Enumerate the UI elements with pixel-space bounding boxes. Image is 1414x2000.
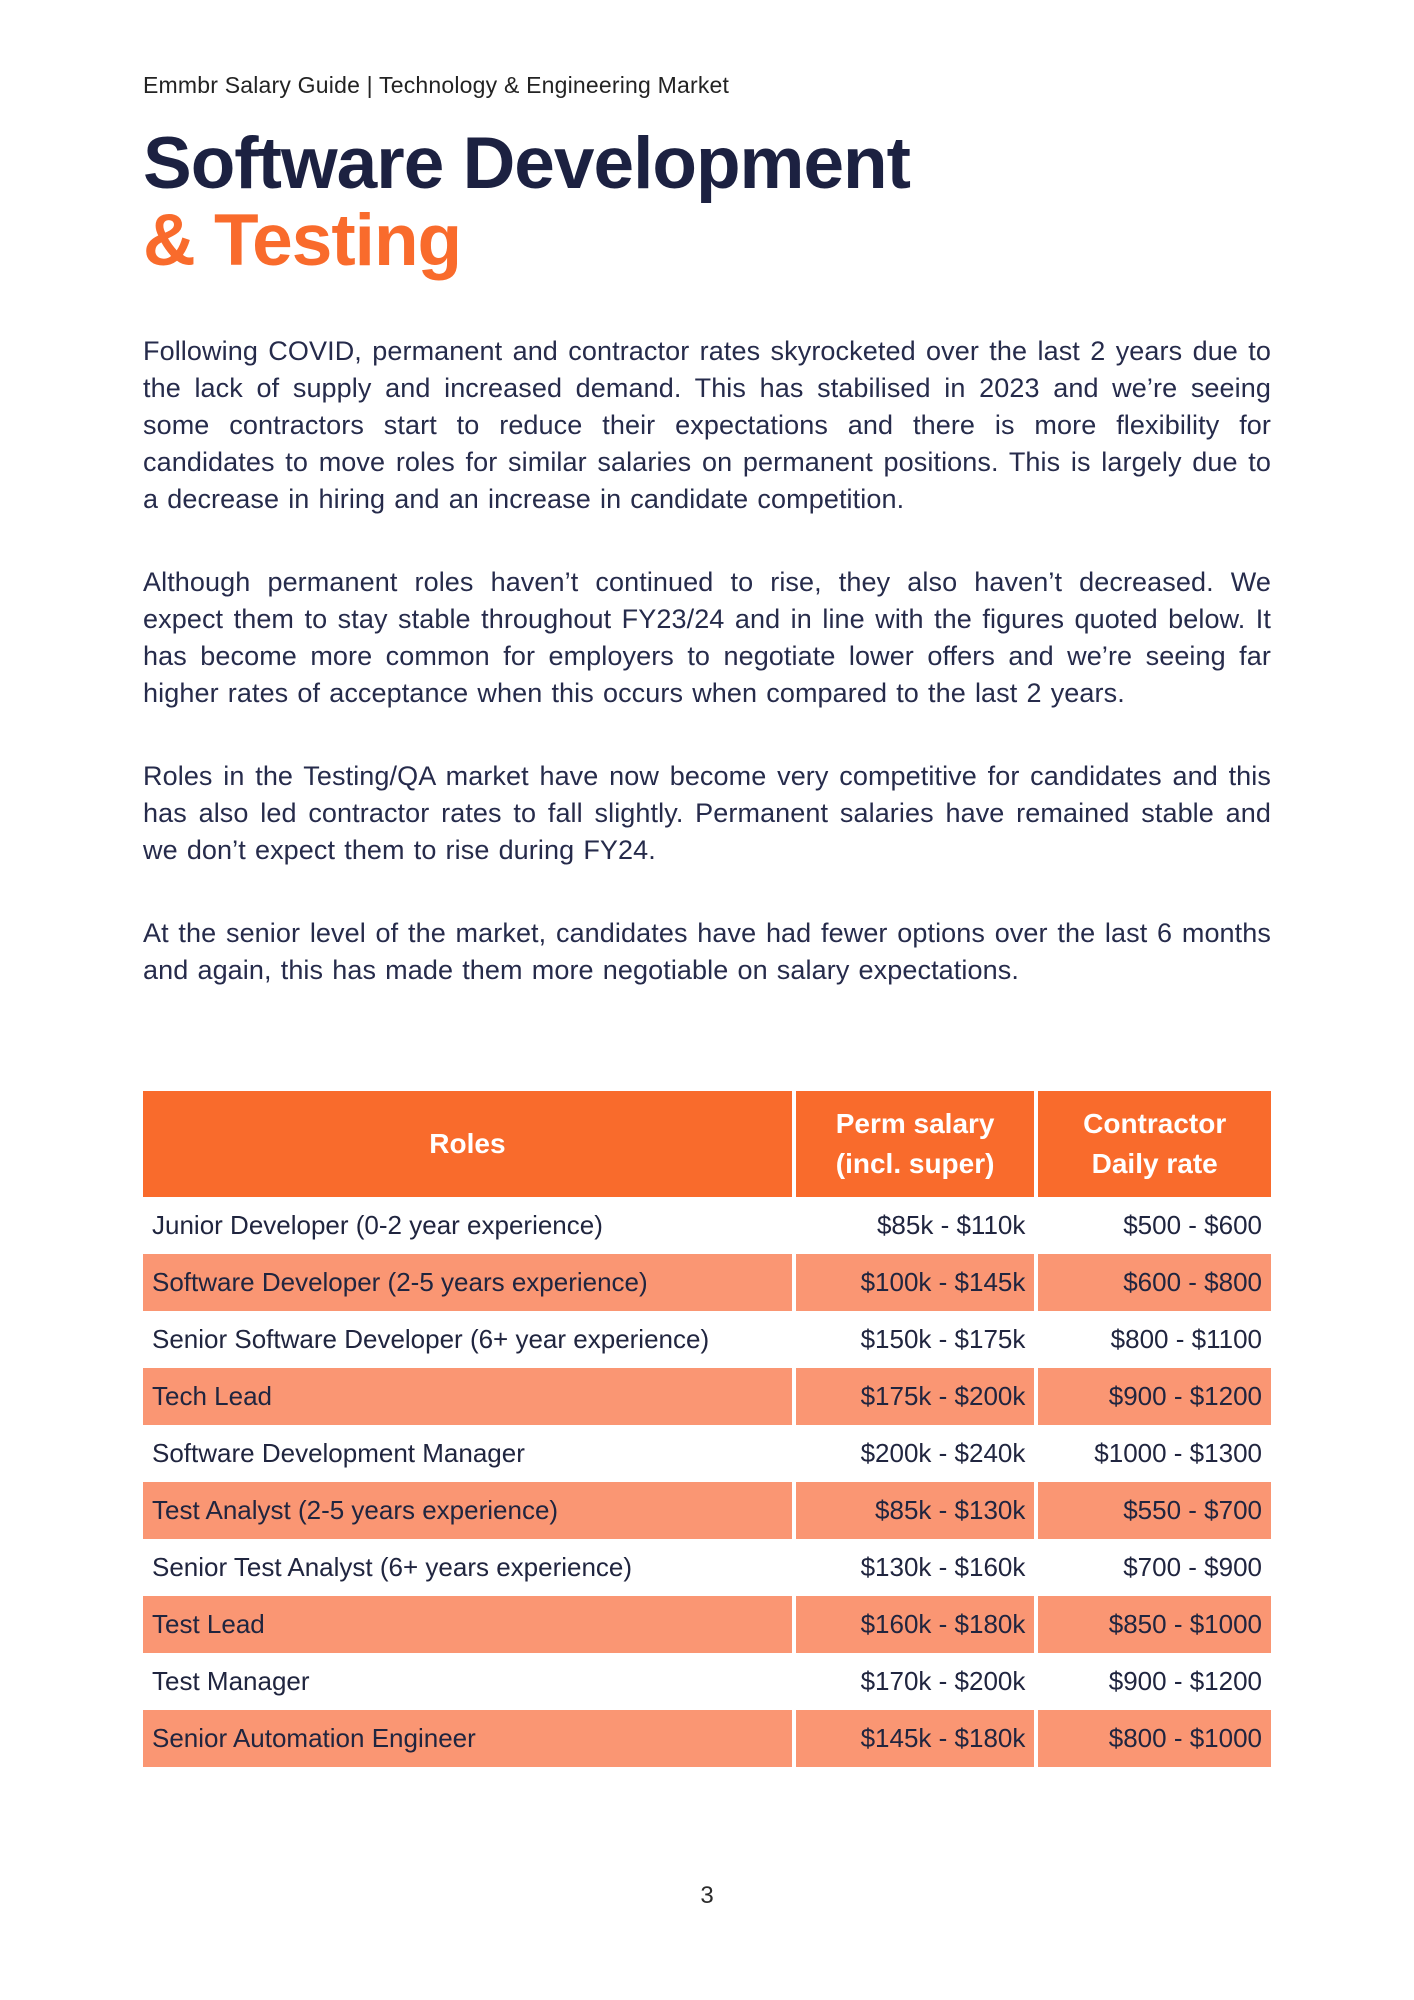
role-cell: Software Development Manager [143, 1425, 794, 1482]
role-cell: Junior Developer (0-2 year experience) [143, 1197, 794, 1254]
perm-salary-cell: $160k - $180k [794, 1596, 1037, 1653]
table-row [143, 1596, 1271, 1653]
daily-rate-cell: $900 - $1200 [1036, 1368, 1271, 1425]
intro-paragraph-1: Following COVID, permanent and contractor rates skyrocketed over the last 2 years due to the lack of supply and increased demand. This has stabilised in 2023 and we’re seeing some contractors start to reduce their expectations and there is more flexibility for candidates to move roles for similar salaries on permanent positions. This is largely due to a decrease in hiring and an increase in candidate competition. [143, 336, 1271, 514]
table-row [143, 1710, 1271, 1767]
table-row [143, 1368, 1271, 1425]
role-cell: Tech Lead [143, 1368, 794, 1425]
table-row [143, 1425, 1271, 1482]
document-header: Emmbr Salary Guide | Technology & Engineering Market [143, 72, 730, 98]
daily-rate-cell: $800 - $1100 [1036, 1311, 1271, 1368]
page-title-line2: & Testing [143, 200, 462, 281]
role-cell: Senior Automation Engineer [143, 1710, 794, 1767]
role-cell: Senior Software Developer (6+ year experience) [143, 1311, 794, 1368]
perm-salary-cell: $150k - $175k [794, 1311, 1037, 1368]
role-cell: Test Lead [143, 1596, 794, 1653]
table-header-row [143, 1091, 1271, 1197]
table-row [143, 1539, 1271, 1596]
perm-salary-cell: $145k - $180k [794, 1710, 1037, 1767]
perm-salary-cell: $175k - $200k [794, 1368, 1037, 1425]
daily-rate-cell: $1000 - $1300 [1036, 1425, 1271, 1482]
contractor-header-line1: Contractor [1083, 1108, 1227, 1139]
role-cell: Software Developer (2-5 years experience) [143, 1254, 794, 1311]
intro-paragraph-2: Although permanent roles haven’t continued to rise, they also haven’t decreased. We expect them to stay stable throughout FY23/24 and in line with the figures quoted below. It has become more common for employers to negotiate lower offers and we’re seeing far higher rates of acceptance when this occurs when compared to the last 2 years. [143, 567, 1271, 708]
table-row [143, 1254, 1271, 1311]
role-cell: Test Manager [143, 1653, 794, 1710]
table-header-roles: Roles [143, 1091, 794, 1197]
perm-salary-header-line1: Perm salary [835, 1108, 995, 1139]
page-number: 3 [700, 1882, 714, 1909]
intro-section [143, 333, 1271, 1069]
perm-salary-cell: $200k - $240k [794, 1425, 1037, 1482]
intro-paragraph-3: Roles in the Testing/QA market have now become very competitive for candidates and this has also led contractor rates to fall slightly. Permanent salaries have remained stable and we don’t expect them to rise during FY24. [143, 761, 1271, 865]
table-row [143, 1653, 1271, 1710]
salary-table [143, 1091, 1271, 1767]
perm-salary-cell: $85k - $110k [794, 1197, 1037, 1254]
daily-rate-cell: $900 - $1200 [1036, 1653, 1271, 1710]
intro-paragraph-4: At the senior level of the market, candidates have had fewer options over the last 6 months and again, this has made them more negotiable on salary expectations. [143, 918, 1271, 985]
daily-rate-cell: $500 - $600 [1036, 1197, 1271, 1254]
table-row [143, 1482, 1271, 1539]
table-row [143, 1311, 1271, 1368]
perm-salary-cell: $170k - $200k [794, 1653, 1037, 1710]
page-title [143, 125, 1271, 279]
role-cell: Test Analyst (2-5 years experience) [143, 1482, 794, 1539]
table-row [143, 1197, 1271, 1254]
perm-salary-header-line2: (incl. super) [835, 1148, 995, 1179]
perm-salary-cell: $100k - $145k [794, 1254, 1037, 1311]
daily-rate-cell: $850 - $1000 [1036, 1596, 1271, 1653]
perm-salary-cell: $130k - $160k [794, 1539, 1037, 1596]
page-title-line1: Software Development [143, 123, 910, 204]
role-cell: Senior Test Analyst (6+ years experience) [143, 1539, 794, 1596]
daily-rate-cell: $550 - $700 [1036, 1482, 1271, 1539]
table-header-contractor-rate [1036, 1091, 1271, 1197]
daily-rate-cell: $800 - $1000 [1036, 1710, 1271, 1767]
contractor-header-line2: Daily rate [1091, 1148, 1218, 1179]
table-header-perm-salary [794, 1091, 1037, 1197]
daily-rate-cell: $600 - $800 [1036, 1254, 1271, 1311]
daily-rate-cell: $700 - $900 [1036, 1539, 1271, 1596]
perm-salary-cell: $85k - $130k [794, 1482, 1037, 1539]
